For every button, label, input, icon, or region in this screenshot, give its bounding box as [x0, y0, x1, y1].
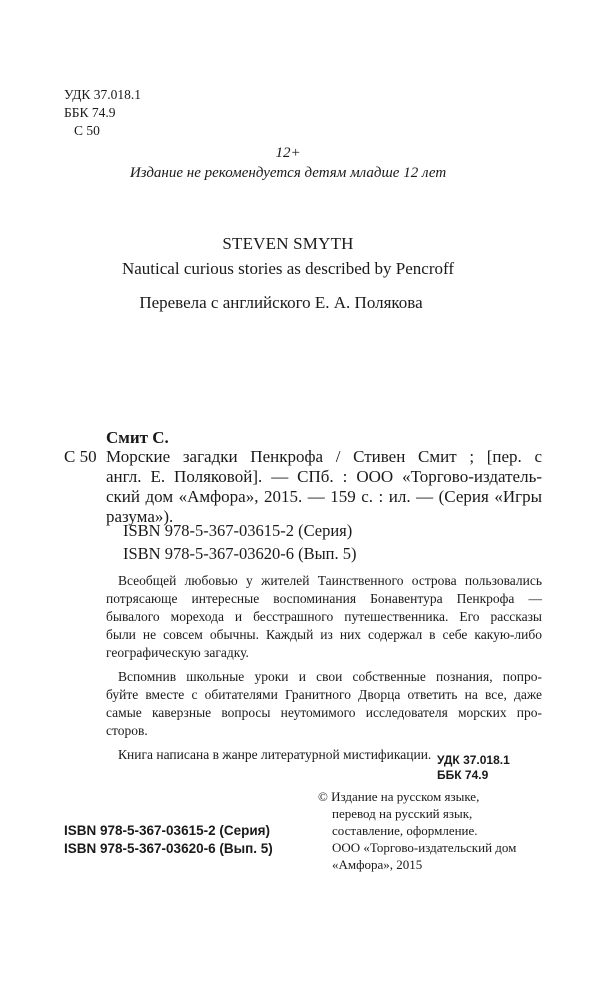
copyright-line: «Амфора», 2015: [332, 857, 423, 872]
abstract: [106, 572, 542, 770]
abstract-paragraph: [106, 572, 542, 662]
original-title: Nautical curious stories as described by Pencroff: [121, 259, 455, 278]
author-mark: С 50: [74, 123, 100, 138]
copyright-line: © Издание на русском языке,: [318, 789, 480, 804]
abstract-line: буйте вместе с обитателями Гранитного Дворца ответить на все, даже: [106, 687, 542, 702]
isbn-series: ISBN 978-5-367-03615-2 (Серия): [123, 521, 353, 540]
abstract-line: потрясающе интересные воспоминания Бонавентура Пенкрофа —: [106, 591, 542, 606]
classification-block-top: [64, 86, 141, 140]
bbk-code: ББК 74.9: [64, 105, 116, 120]
abstract-line: географическую загадку.: [106, 645, 249, 660]
isbn-volume-bottom: ISBN 978-5-367-03620-6 (Вып. 5): [64, 841, 273, 856]
biblio-code: С 50: [64, 447, 97, 466]
abstract-line: Всеобщей любовью у жителей Таинственного острова пользовались: [118, 573, 542, 588]
abstract-paragraph: [106, 668, 542, 740]
biblio-line: Морские загадки Пенкрофа / Стивен Смит ; [пер. с: [106, 447, 542, 466]
biblio-description: [106, 447, 542, 527]
abstract-line: Вспомнив школьные уроки и свои собственные познания, попро-: [118, 669, 542, 684]
isbn-series-bottom: ISBN 978-5-367-03615-2 (Серия): [64, 823, 271, 838]
isbn-volume: ISBN 978-5-367-03620-6 (Вып. 5): [123, 544, 357, 563]
copyright-line: составление, оформление.: [332, 823, 478, 838]
biblio-author: Смит С.: [106, 428, 169, 447]
udk-code: УДК 37.018.1: [437, 753, 510, 767]
copyright-line: перевод на русский язык,: [332, 806, 473, 821]
biblio-line: разума»).: [106, 507, 174, 526]
biblio-line: англ. Е. Поляковой]. — СПб. : ООО «Торгово-издатель-: [106, 467, 542, 486]
abstract-line: Книга написана в жанре литературной мистификации.: [118, 747, 432, 762]
age-rating-note: Издание не рекомендуется детям младше 12 лет: [129, 165, 447, 181]
biblio-line: ский дом «Амфора», 2015. — 159 с. : ил. — (Серия «Игры: [106, 487, 542, 506]
copyright-notice: [318, 788, 516, 873]
original-author: STEVEN SMYTH: [222, 234, 354, 253]
abstract-line: бывалого морехода и бесстрашного путешественника. Его рассказы: [106, 609, 542, 624]
abstract-line: самые каверзные вопросы неутомимого исследователя морских про-: [106, 705, 542, 720]
age-rating-mark: 12+: [275, 145, 301, 161]
classification-block-bottom: [437, 753, 510, 783]
translator-line: Перевела с английского Е. А. Полякова: [139, 293, 423, 312]
abstract-line: были не совсем обычны. Каждый из них содержал в себе какую-либо: [106, 627, 542, 642]
udk-code: УДК 37.018.1: [64, 87, 142, 102]
abstract-line: сторов.: [106, 723, 148, 738]
copyright-line: ООО «Торгово-издательский дом: [332, 840, 517, 855]
bbk-code: ББК 74.9: [437, 768, 489, 782]
